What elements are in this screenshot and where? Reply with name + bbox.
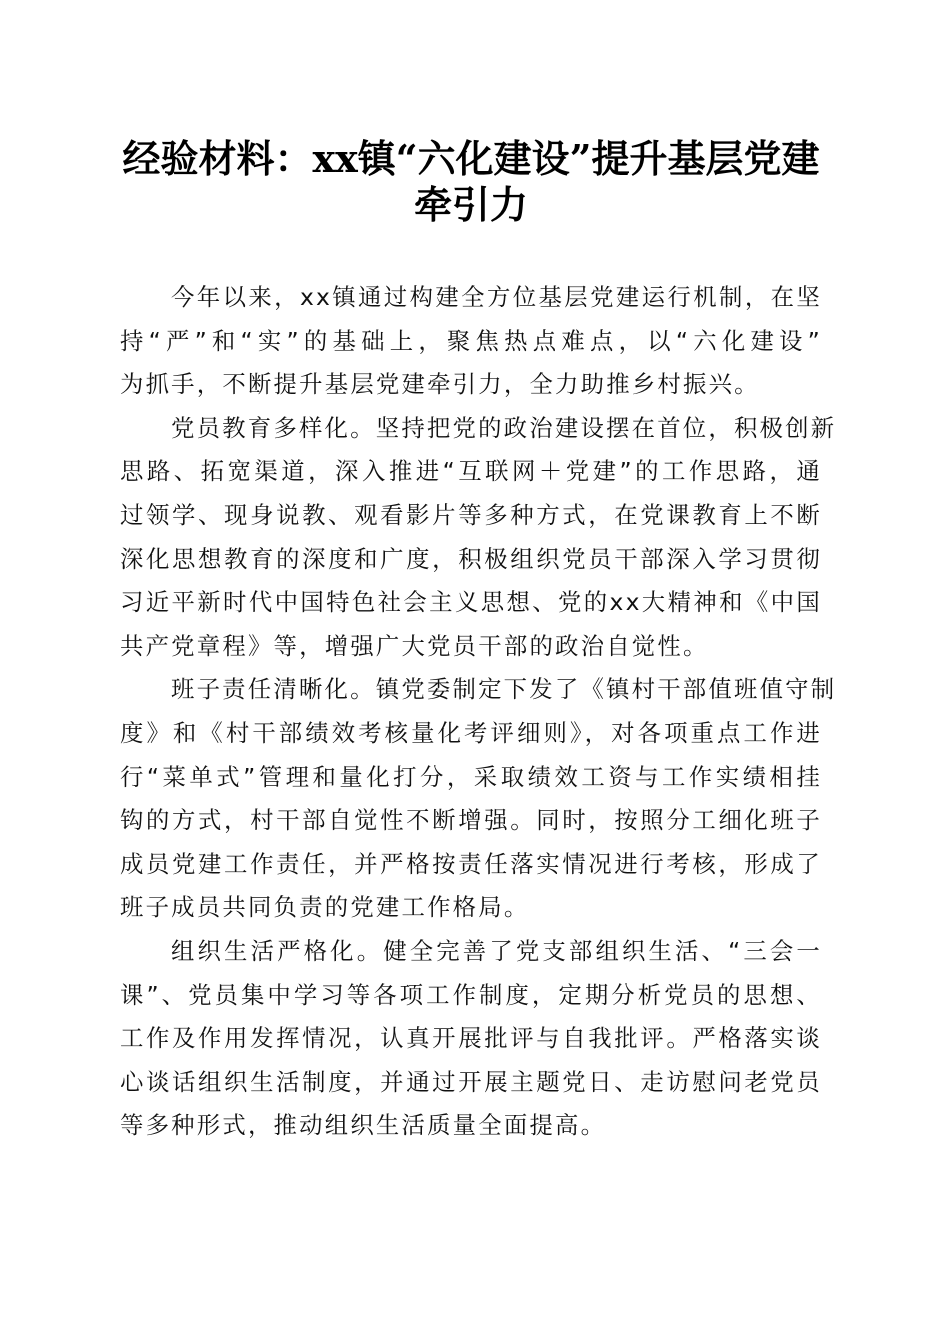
text-line: 党员教育多样化。坚持把党的政治建设摆在首位，积极创新 [171,413,837,442]
title-line: 牵引力 [413,182,528,227]
text-line: 习近平新时代中国特色社会主义思想、党的xx大精神和《中国 [120,588,822,617]
paragraph-intro [120,276,822,407]
text-line: 课”、党员集中学习等各项工作制度，定期分析党员的思想、 [120,980,822,1009]
paragraph-team-responsibility [120,668,837,930]
text-line: 思路、拓宽渠道，深入推进“互联网＋党建”的工作思路，通 [120,457,822,486]
paragraph-party-member-education [120,407,837,669]
paragraph-organizational-life [120,930,822,1148]
text-line: 组织生活严格化。健全完善了党支部组织生活、“三会一 [171,936,822,965]
text-line: 度》和《村干部绩效考核量化考评细则》，对各项重点工作进 [120,718,822,747]
text-line: 成员党建工作责任，并严格按责任落实情况进行考核，形成了 [120,849,822,878]
text-line: 等多种形式，推动组织生活质量全面提高。 [120,1111,607,1140]
text-line: 过领学、现身说教、观看影片等多种方式，在党课教育上不断 [120,500,822,529]
text-line: 为抓手，不断提升基层党建牵引力，全力助推乡村振兴。 [120,370,760,399]
text-line: 共产党章程》等，增强广大党员干部的政治自觉性。 [120,631,709,660]
document-title [120,136,822,228]
text-line: 钩的方式，村干部自觉性不断增强。同时，按照分工细化班子 [120,806,822,835]
text-line: 深化思想教育的深度和广度，积极组织党员干部深入学习贯彻 [120,544,822,573]
text-line: 行“菜单式”管理和量化打分，采取绩效工资与工作实绩相挂 [120,762,822,791]
text-line: 工作及作用发挥情况，认真开展批评与自我批评。严格落实谈 [120,1024,822,1053]
text-line: 今年以来，xx镇通过构建全方位基层党建运行机制，在坚 [171,283,822,311]
text-line: 班子成员共同负责的党建工作格局。 [120,893,530,922]
text-line: 心谈话组织生活制度，并通过开展主题党日、走访慰问老党员 [120,1067,822,1096]
text-line: 持“严”和“实”的基础上，聚焦热点难点，以“六化建设” [120,326,822,355]
title-line: 经验材料：xx镇“六化建设”提升基层党建 [122,136,820,181]
document-body [120,276,837,1148]
text-line: 班子责任清晰化。镇党委制定下发了《镇村干部值班值守制 [171,675,837,704]
